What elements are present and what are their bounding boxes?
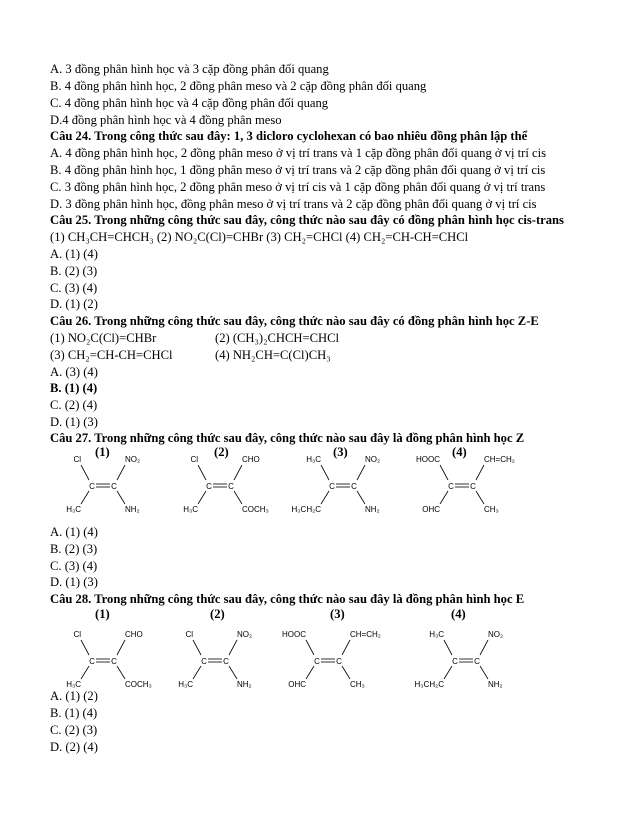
q28-option-c: C. (2) (3) xyxy=(50,723,98,737)
q23-option-c: C. 4 đồng phân hình học và 4 cặp đồng phân đối quang xyxy=(50,96,329,110)
single-bond xyxy=(444,640,452,655)
q25-option-d: D. (1) (2) xyxy=(50,297,98,311)
single-bond xyxy=(81,465,89,480)
substituent-bottom-right: NH₂ xyxy=(365,505,380,514)
q27-option-c: C. (3) (4) xyxy=(50,559,98,573)
substituent-top-left: HOOC xyxy=(416,455,440,464)
substituent-bottom-left: OHC xyxy=(422,505,440,514)
single-bond xyxy=(81,491,89,504)
single-bond xyxy=(306,640,314,655)
q26-option-b: B. (1) (4) xyxy=(50,381,98,395)
single-bond xyxy=(321,465,329,480)
carbon-atom: C xyxy=(452,657,458,666)
q23-option-b: B. 4 đồng phân hình học, 2 đồng phân meso và 2 cặp đồng phân đối quang xyxy=(50,79,427,93)
alkene-structure xyxy=(155,629,275,689)
single-bond xyxy=(306,666,314,679)
single-bond xyxy=(342,666,350,679)
carbon-atom: C xyxy=(470,482,476,491)
substituent-top-left: Cl xyxy=(190,455,198,464)
q25-option-a: A. (1) (4) xyxy=(50,247,98,261)
single-bond xyxy=(234,491,242,504)
q25-formulas: (1) CH₃CH=CHCH₃ (2) NO₂C(Cl)=CHBr (3) CH₂=CHCl (4) CH₂=CH-CH=CHCl xyxy=(50,230,469,244)
single-bond xyxy=(198,465,206,480)
q26-heading: Câu 26. Trong những công thức sau đây, công thức nào sau đây có đồng phân hình học Z-E xyxy=(50,314,539,328)
substituent-top-right: CH=CH₂ xyxy=(484,455,515,464)
single-bond xyxy=(81,640,89,655)
alkene-structure xyxy=(160,454,280,514)
structure-number: (1) xyxy=(95,607,110,621)
substituent-bottom-left: H₃CH₂C xyxy=(291,505,321,514)
substituent-bottom-right: NH₂ xyxy=(488,680,503,689)
q24-heading: Câu 24. Trong công thức sau đây: 1, 3 dicloro cyclohexan có bao nhiêu đồng phân lập thể xyxy=(50,129,528,143)
carbon-atom: C xyxy=(89,657,95,666)
q28-option-b: B. (1) (4) xyxy=(50,706,98,720)
structure-number: (2) xyxy=(214,445,229,459)
single-bond xyxy=(193,666,201,679)
structure-number: (3) xyxy=(330,607,345,621)
q26-formula-1: (1) NO₂C(Cl)=CHBr xyxy=(50,331,157,345)
q26-formula-3: (3) CH₂=CH-CH=CHCl xyxy=(50,348,173,362)
carbon-atom: C xyxy=(111,657,117,666)
structure-number: (1) xyxy=(95,445,110,459)
substituent-top-right: NO₂ xyxy=(125,455,141,464)
q26-option-a: A. (3) (4) xyxy=(50,365,98,379)
substituent-bottom-right: COCH₃ xyxy=(125,680,152,689)
q24-option-b: B. 4 đồng phân hình học, 1 đồng phân meso ở vị trí trans và 2 cặp đồng phân đối quang ở vị trí cis xyxy=(50,163,546,177)
carbon-atom: C xyxy=(314,657,320,666)
q23-option-a: A. 3 đồng phân hình học và 3 cặp đồng phân đối quang xyxy=(50,62,329,76)
q23-option-d: D.4 đồng phân hình học và 4 đồng phân meso xyxy=(50,113,282,127)
carbon-atom: C xyxy=(351,482,357,491)
alkene-structure xyxy=(283,454,403,514)
carbon-atom: C xyxy=(201,657,207,666)
q26-formula-2: (2) (CH₃)₂CHCH=CHCl xyxy=(215,331,339,345)
q27-option-b: B. (2) (3) xyxy=(50,542,98,556)
substituent-bottom-right: CH₃ xyxy=(350,680,365,689)
substituent-bottom-left: H₃C xyxy=(178,680,193,689)
carbon-atom: C xyxy=(228,482,234,491)
q26-option-c: C. (2) (4) xyxy=(50,398,98,412)
q26-option-d: D. (1) (3) xyxy=(50,415,98,429)
single-bond xyxy=(234,465,242,480)
single-bond xyxy=(440,465,448,480)
q27-option-a: A. (1) (4) xyxy=(50,525,98,539)
single-bond xyxy=(117,666,125,679)
structure-number: (2) xyxy=(210,607,225,621)
substituent-bottom-right: NH₂ xyxy=(125,505,140,514)
single-bond xyxy=(198,491,206,504)
q24-option-c: C. 3 đồng phân hình học, 2 đồng phân meso ở vị trí cis và 1 cặp đồng phân đối quang ở vị trí trans xyxy=(50,180,546,194)
q28-option-a: A. (1) (2) xyxy=(50,689,98,703)
q25-option-b: B. (2) (3) xyxy=(50,264,98,278)
single-bond xyxy=(321,491,329,504)
structure-number: (4) xyxy=(452,445,467,459)
substituent-bottom-left: H₃CH₂C xyxy=(414,680,444,689)
structure-number: (4) xyxy=(451,607,466,621)
single-bond xyxy=(480,666,488,679)
single-bond xyxy=(193,640,201,655)
carbon-atom: C xyxy=(89,482,95,491)
q27-heading: Câu 27. Trong những công thức sau đây, công thức nào sau đây là đồng phân hình học Z xyxy=(50,431,525,445)
q28-heading: Câu 28. Trong những công thức sau đây, công thức nào sau đây là đồng phân hình học E xyxy=(50,592,525,606)
substituent-top-left: H₃C xyxy=(429,630,444,639)
substituent-bottom-right: NH₂ xyxy=(237,680,252,689)
structure-number: (3) xyxy=(333,445,348,459)
carbon-atom: C xyxy=(223,657,229,666)
single-bond xyxy=(117,491,125,504)
single-bond xyxy=(444,666,452,679)
single-bond xyxy=(117,640,125,655)
q27-option-d: D. (1) (3) xyxy=(50,575,98,589)
substituent-bottom-right: COCH₃ xyxy=(242,505,269,514)
carbon-atom: C xyxy=(329,482,335,491)
q28-option-d: D. (2) (4) xyxy=(50,740,98,754)
substituent-top-right: CH=CH₂ xyxy=(350,630,381,639)
single-bond xyxy=(476,491,484,504)
substituent-bottom-left: H₃C xyxy=(183,505,198,514)
single-bond xyxy=(342,640,350,655)
carbon-atom: C xyxy=(111,482,117,491)
single-bond xyxy=(480,640,488,655)
q26-formula-4: (4) NH₂CH=C(Cl)CH₃ xyxy=(215,348,331,362)
substituent-top-left: HOOC xyxy=(282,630,306,639)
q25-option-c: C. (3) (4) xyxy=(50,281,98,295)
substituent-bottom-left: H₃C xyxy=(66,680,81,689)
alkene-structure xyxy=(43,454,163,514)
carbon-atom: C xyxy=(448,482,454,491)
q24-option-d: D. 3 đồng phân hình học, đồng phân meso ở vị trí trans và 2 cặp đồng phân đối quang ở vị trí cis xyxy=(50,197,537,211)
alkene-structure xyxy=(402,454,522,514)
substituent-top-right: NO₂ xyxy=(237,630,253,639)
alkene-structure xyxy=(268,629,388,689)
substituent-top-right: NO₂ xyxy=(365,455,381,464)
single-bond xyxy=(229,640,237,655)
substituent-top-left: H₃C xyxy=(306,455,321,464)
single-bond xyxy=(357,491,365,504)
alkene-structure xyxy=(406,629,526,689)
carbon-atom: C xyxy=(206,482,212,491)
substituent-bottom-left: OHC xyxy=(288,680,306,689)
substituent-top-left: Cl xyxy=(73,630,81,639)
q28-structure-numbers xyxy=(0,607,638,623)
substituent-bottom-left: H₃C xyxy=(66,505,81,514)
substituent-top-right: NO₂ xyxy=(488,630,504,639)
carbon-atom: C xyxy=(336,657,342,666)
substituent-top-right: CHO xyxy=(242,455,260,464)
q25-heading: Câu 25. Trong những công thức sau đây, công thức nào sau đây có đồng phân hình học cis-trans xyxy=(50,213,564,227)
single-bond xyxy=(476,465,484,480)
single-bond xyxy=(81,666,89,679)
alkene-structure xyxy=(43,629,163,689)
substituent-top-left: Cl xyxy=(73,455,81,464)
single-bond xyxy=(117,465,125,480)
substituent-top-right: CHO xyxy=(125,630,143,639)
substituent-top-left: Cl xyxy=(185,630,193,639)
substituent-bottom-right: CH₃ xyxy=(484,505,499,514)
carbon-atom: C xyxy=(474,657,480,666)
single-bond xyxy=(229,666,237,679)
single-bond xyxy=(440,491,448,504)
single-bond xyxy=(357,465,365,480)
q24-option-a: A. 4 đồng phân hình học, 2 đồng phân meso ở vị trí trans và 1 cặp đồng phân đối quang ở vị trí cis xyxy=(50,146,547,160)
